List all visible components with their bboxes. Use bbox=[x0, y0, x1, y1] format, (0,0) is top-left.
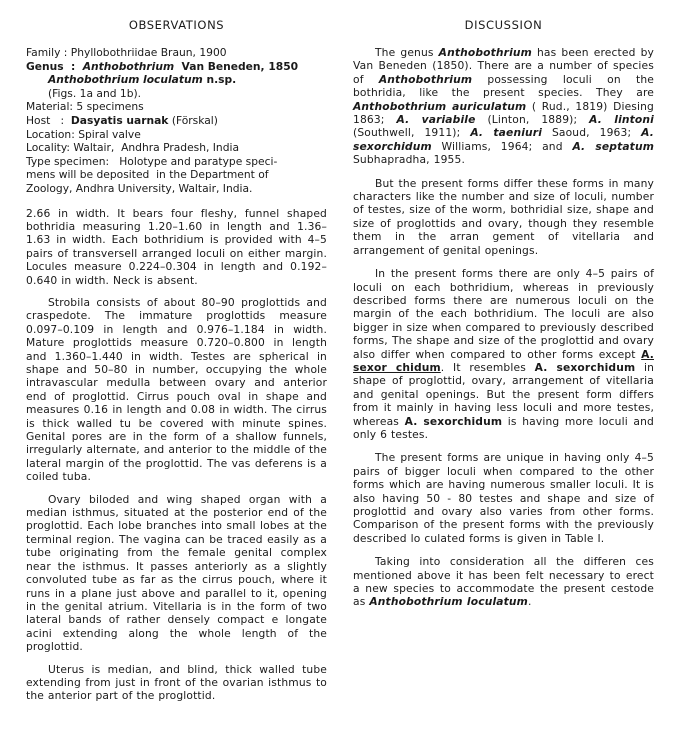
taxonomy-host: Host : Dasyatis uarnak (Förskal) bbox=[26, 113, 218, 127]
text-run: (Southwell, 1911); bbox=[353, 126, 471, 140]
text-run: Williams, 1964; and bbox=[431, 139, 573, 153]
taxonomy-locality: Locality: Waltair, Andhra Pradesh, India bbox=[26, 141, 240, 155]
discussion-paragraph-3 bbox=[353, 267, 654, 441]
text-run: Anthobothrium loculatum bbox=[369, 595, 528, 609]
taxonomy-type-specimen: Type specimen: Holotype and paratype speci- bbox=[26, 154, 278, 168]
text-run: A. sexorchidum bbox=[404, 414, 503, 428]
taxonomy-genus: Genus : Anthobothrium Van Beneden, 1850 bbox=[26, 59, 299, 73]
text-run: Subhapradha, 1955. bbox=[353, 153, 465, 167]
discussion-paragraph-4 bbox=[353, 451, 654, 545]
observations-paragraph-1: 2.66 in width. It bears four fleshy, funnel shaped bothridia measuring 1.20–1.60 in length and 1.36–1.63 in width. Each bothridium is provided with 4–5 pairs of transversell arranged loculi on either margin. Locules measure 0.224–0.304 in length and 0.192–0.640 in width. Neck is absent. bbox=[26, 206, 327, 287]
text-run: is having more loculi and only 6 testes. bbox=[353, 414, 654, 441]
text-run: A. septatum bbox=[572, 139, 654, 153]
taxonomy-family: Family : Phyllobothriidae Braun, 1900 bbox=[26, 46, 227, 59]
text-run: possessing loculi on the bothridia, like the present species. They are bbox=[353, 72, 654, 100]
text-run: Taking into consideration all the differen ces mentioned above it has been felt necessary to erect a new species to accommodate the present cestode as bbox=[353, 555, 654, 609]
text-run: A. sexor chidum bbox=[353, 347, 654, 374]
taxonomy-type-specimen-line3: Zoology, Andhra University, Waltair, India. bbox=[26, 181, 253, 195]
taxonomy-block bbox=[26, 46, 327, 196]
text-run: A. lintoni bbox=[589, 113, 654, 127]
discussion-column bbox=[353, 18, 654, 736]
text-run: (Linton, 1889); bbox=[475, 113, 590, 127]
text-run: Anthobothrium auriculatum bbox=[353, 99, 527, 113]
taxonomy-material: Material: 5 specimens bbox=[26, 100, 144, 114]
taxonomy-figures: (Figs. 1a and 1b). bbox=[48, 86, 142, 100]
text-run: The genus bbox=[375, 46, 439, 59]
discussion-paragraph-1 bbox=[353, 46, 654, 167]
observations-paragraph-3: Ovary biloded and wing shaped organ with a median isthmus, situated at the posterior end of the proglottid. Each lobe branches into small lobes at the terminal region. The vagina can be traced easily as a tube originating from the female genital complex near the isthmus. It passes anteriorly as a slightly convoluted tube as far as the cirrus pouch, where it runs in a plane just above and parallel to it, opening in the genital atrium. Vitellaria is in the form of two lateral bands of rather densely compact e longate acini extending along the whole length of the proglottid. bbox=[26, 492, 327, 654]
observations-paragraph-4: Uterus is median, and blind, thick walled tube extending from just in front of the ovarian isthmus to the anterior part of the proglottid. bbox=[26, 662, 327, 703]
text-run: Anthobothrium bbox=[378, 72, 473, 86]
text-run: A. sexorchidum bbox=[534, 360, 636, 374]
observations-paragraph-2: Strobila consists of about 80–90 proglottids and craspedote. The immature proglottids measure 0.097–0.109 in length and 0.976–1.184 in width. Mature proglottids measure 0.720–0.800 in length and 1.360–1.440 in width. Testes are spherical in shape and 50–80 in number, occupying the whole intravascular medulla between ovary and anterior end of proglottid. Cirrus pouch oval in shape and measures 0.16 in length and 0.08 in width. The cirrus is thick walled tu be covered with minute spines. Genital pores are in the form of a shallow funnels, irregularly alternate, and anterior to the middle of the lateral margin of the proglottid. The vas deferens is a coiled tuba. bbox=[26, 295, 327, 484]
discussion-paragraph-2 bbox=[353, 177, 654, 257]
discussion-heading: DISCUSSION bbox=[464, 18, 543, 32]
observations-heading: OBSERVATIONS bbox=[128, 18, 225, 32]
text-run: A. sexorchidum bbox=[353, 126, 655, 153]
text-run: ( Rud., 1819) Diesing 1863; bbox=[353, 99, 654, 127]
text-run: Anthobothrium bbox=[438, 46, 532, 59]
text-run: has been erected by Van Beneden (1850). There are a number of species of bbox=[353, 46, 654, 86]
text-run: A. taeniuri bbox=[470, 126, 543, 140]
discussion-paragraph-5 bbox=[353, 555, 654, 609]
text-run: in shape of proglottid, ovary, arrangement of vitellaria and genital openings. But the present form differs from it mainly in having less loculi and more testes, whereas bbox=[353, 360, 654, 428]
two-column-layout bbox=[26, 18, 654, 736]
text-run: In the present forms there are only 4–5 pairs of loculi on each bothridium, whereas in previously described forms there are numerous loculi on the margin of the each bothridium. The loculi are also bigger in size when compared to previously described forms, The shape and size of the proglottid and ovary also differ when compared to other forms except bbox=[353, 267, 654, 361]
taxonomy-location: Location: Spiral valve bbox=[26, 127, 141, 141]
discussion-body bbox=[353, 46, 654, 609]
observations-column bbox=[26, 18, 327, 736]
text-run: . It resembles bbox=[440, 360, 535, 374]
text-run: But the present forms differ these forms in many characters like the number and size of loculi, number of testes, size of the worm, bothridial size, shape and size of proglottids and ovary, though they resemble them in the arran gement of vitellaria and arrangement of genital openings. bbox=[353, 176, 654, 257]
text-run: The present forms are unique in having only 4–5 pairs of bigger loculi when compared to the other forms which are having numerous smaller loculi. It is also having 50 - 80 testes and shape and size of proglottid and ovary also varies from other forms. Comparison of the present forms with the previously described lo culated forms is given in Table I. bbox=[353, 451, 654, 545]
text-run: A. variabile bbox=[396, 113, 476, 127]
taxonomy-species: Anthobothrium loculatum n.sp. bbox=[48, 73, 237, 87]
text-run: . bbox=[527, 595, 532, 609]
taxonomy-type-specimen-line2: mens will be deposited in the Department of bbox=[26, 168, 269, 182]
text-run: Saoud, 1963; bbox=[542, 126, 642, 140]
